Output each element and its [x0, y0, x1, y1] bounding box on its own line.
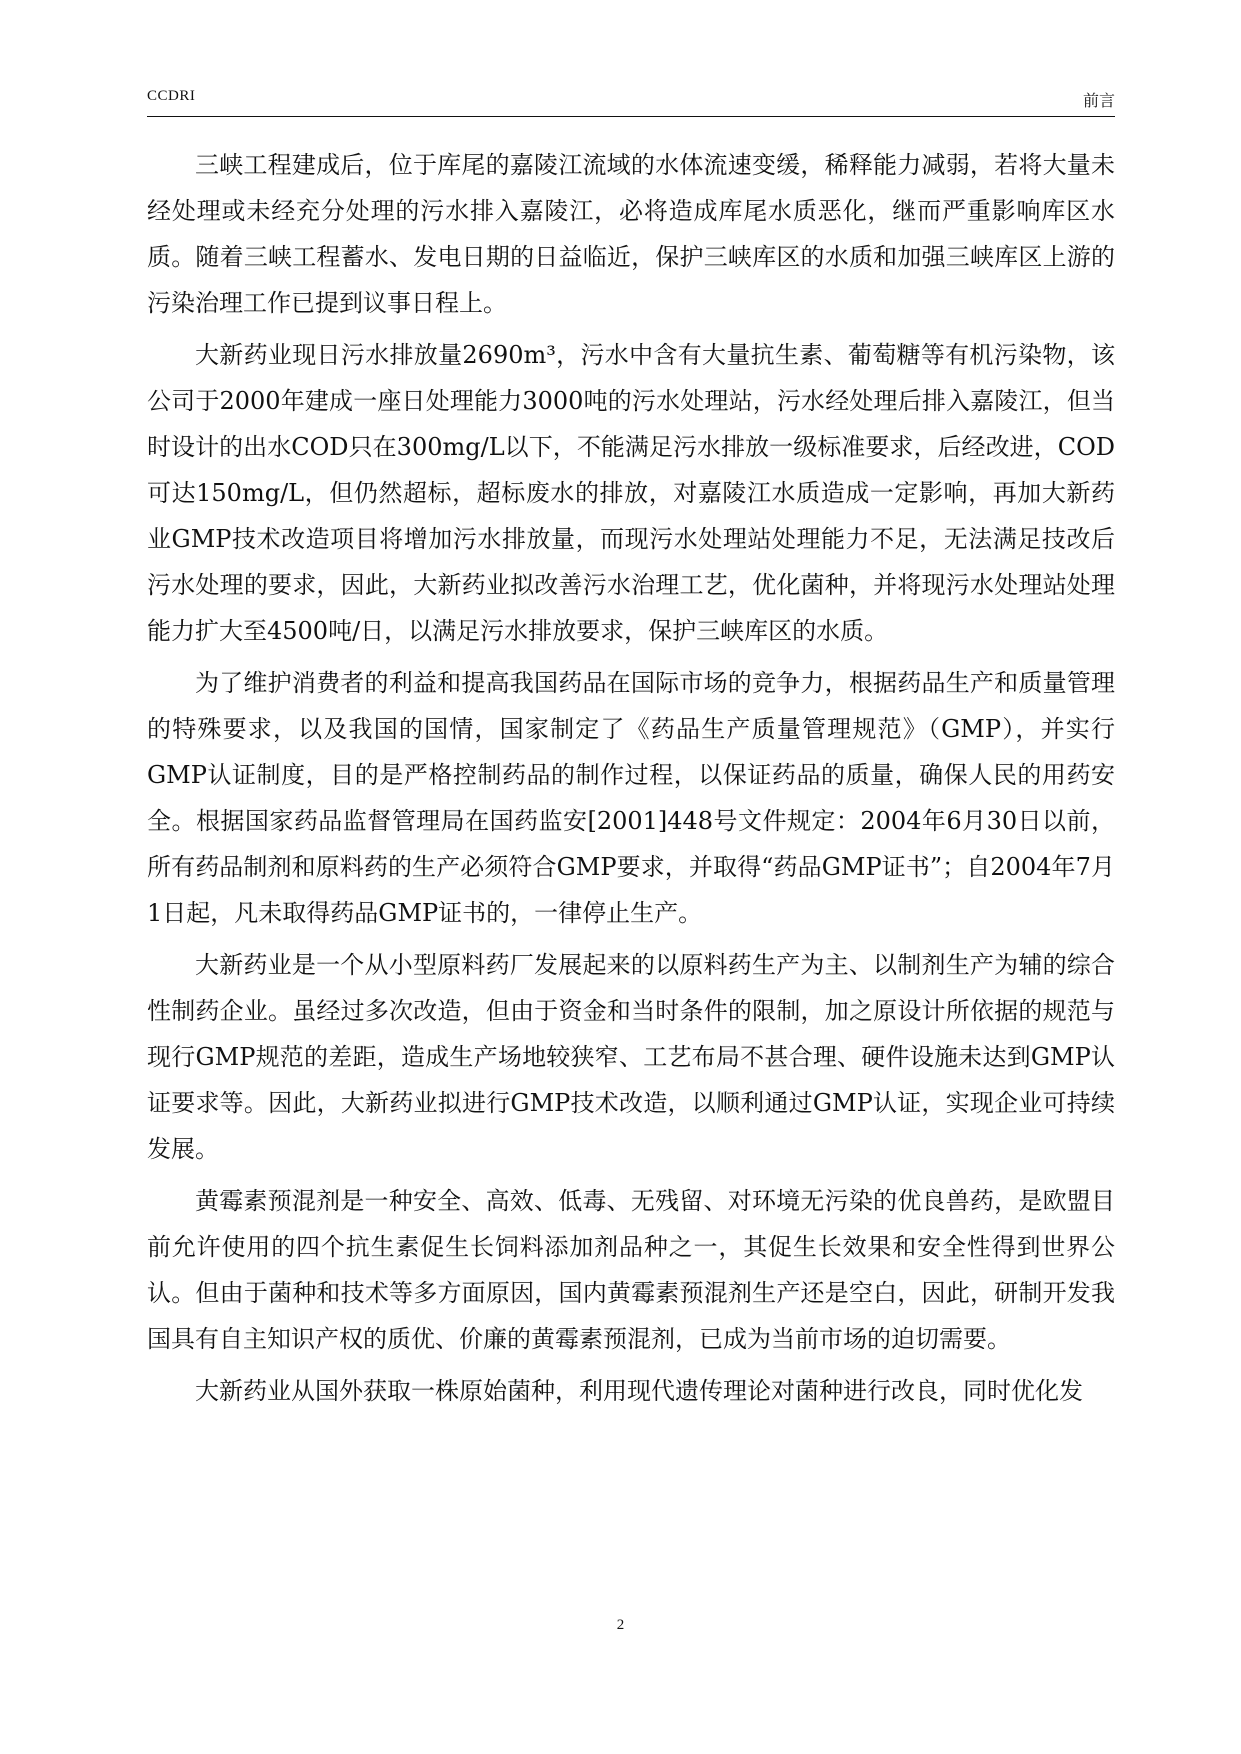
paragraph: 大新药业从国外获取一株原始菌种，利用现代遗传理论对菌种进行改良，同时优化发: [195, 1377, 1083, 1405]
header-org-label: CCDRI: [147, 88, 196, 104]
header-section-label: 前言: [1082, 91, 1115, 110]
document-body: [147, 142, 1115, 1414]
page-header: [147, 88, 1115, 114]
paragraph: 大新药业是一个从小型原料药厂发展起来的以原料药生产为主、以制剂生产为辅的综合性制药企业。虽经过多次改造，但由于资金和当时条件的限制，加之原设计所依据的规范与现行GMP规范的差距，造成生产场地较狭窄、工艺布局不甚合理、硬件设施未达到GMP认证要求等。因此，大新药业拟进行GMP技术改造，以顺利通过GMP认证，实现企业可持续发展。: [147, 951, 1115, 1163]
paragraph: 为了维护消费者的利益和提高我国药品在国际市场的竞争力，根据药品生产和质量管理的特殊要求，以及我国的国情，国家制定了《药品生产质量管理规范》（GMP），并实行GMP认证制度，目的是严格控制药品的制作过程，以保证药品的质量，确保人民的用药安全。根据国家药品监督管理局在国药监安[2001]448号文件规定：2004年6月30日以前，所有药品制剂和原料药的生产必须符合GMP要求，并取得“药品GMP证书”；自2004年7月1日起，凡未取得药品GMP证书的，一律停止生产。: [147, 669, 1115, 927]
paragraph: 大新药业现日污水排放量2690m³，污水中含有大量抗生素、葡萄糖等有机污染物，该公司于2000年建成一座日处理能力3000吨的污水处理站，污水经处理后排入嘉陵江，但当时设计的出水COD只在300mg/L以下，不能满足污水排放一级标准要求，后经改进，COD可达150mg/L，但仍然超标，超标废水的排放，对嘉陵江水质造成一定影响，再加大新药业GMP技术改造项目将增加污水排放量，而现污水处理站处理能力不足，无法满足技改后污水处理的要求，因此，大新药业拟改善污水治理工艺，优化菌种，并将现污水处理站处理能力扩大至4500吨/日，以满足污水排放要求，保护三峡库区的水质。: [147, 341, 1115, 645]
page-number: 2: [616, 1617, 625, 1633]
paragraph: 黄霉素预混剂是一种安全、高效、低毒、无残留、对环境无污染的优良兽药，是欧盟目前允许使用的四个抗生素促生长饲料添加剂品种之一，其促生长效果和安全性得到世界公认。但由于菌种和技术等多方面原因，国内黄霉素预混剂生产还是空白，因此，研制开发我国具有自主知识产权的质优、价廉的黄霉素预混剂，已成为当前市场的迫切需要。: [147, 1187, 1115, 1353]
paragraph: 三峡工程建成后，位于库尾的嘉陵江流域的水体流速变缓，稀释能力减弱，若将大量未经处理或未经充分处理的污水排入嘉陵江，必将造成库尾水质恶化，继而严重影响库区水质。随着三峡工程蓄水、发电日期的日益临近，保护三峡库区的水质和加强三峡库区上游的污染治理工作已提到议事日程上。: [147, 151, 1115, 317]
header-divider: [147, 116, 1115, 117]
